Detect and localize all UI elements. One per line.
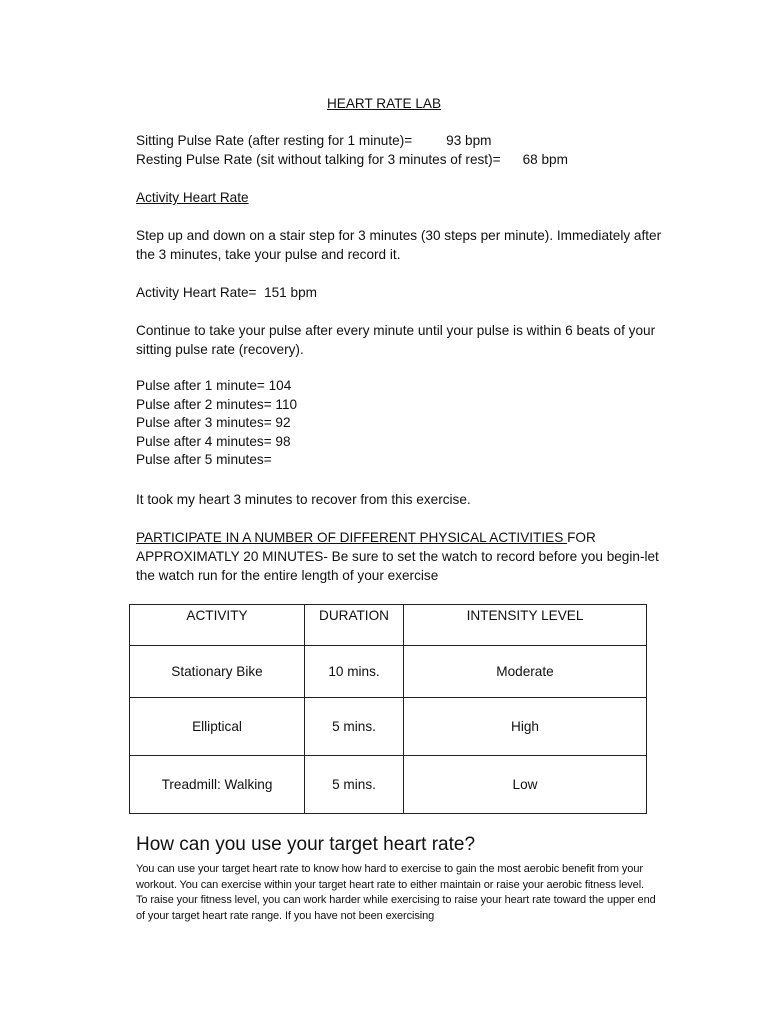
table-row	[130, 756, 647, 814]
table-cell-intensity: High	[404, 698, 647, 756]
pulse-item: Pulse after 5 minutes=	[136, 452, 272, 468]
table-cell-intensity: Moderate	[404, 646, 647, 698]
activity-rate-line	[136, 283, 317, 302]
pulse-item: Pulse after 2 minutes= 110	[136, 396, 298, 412]
recovery-text: It took my heart 3 minutes to recover from this exercise.	[136, 492, 471, 507]
activity-rate-label: Activity Heart Rate=	[136, 285, 257, 300]
participate-underlined: PARTICIPATE IN A NUMBER OF DIFFERENT PHYSICAL ACTIVITIES	[136, 530, 568, 545]
table-row	[130, 698, 647, 756]
instructions-paragraph: Step up and down on a stair step for 3 minutes (30 steps per minute). Immediately after the 3 minutes, take your pulse and record it.	[136, 228, 662, 262]
table-cell-activity: Stationary Bike	[130, 646, 305, 698]
pulse-item: Pulse after 1 minute= 104	[136, 378, 292, 393]
table-cell-duration: 10 mins.	[305, 646, 404, 698]
activity-rate-value: 151 bpm	[264, 285, 317, 300]
pulse-item: Pulse after 3 minutes= 92	[136, 415, 291, 431]
table-cell-activity: Treadmill: Walking	[130, 756, 305, 814]
sitting-pulse-label: Sitting Pulse Rate (after resting for 1 minute)=	[136, 133, 413, 148]
activity-heading: Activity Heart Rate	[136, 190, 249, 205]
target-heart-rate-paragraph: You can use your target heart rate to know how hard to exercise to gain the most aerobic benefit from your workout. You can exercise within your target heart rate to either maintain or raise your aerobic fitness level. To raise your fitness level, you can work harder while exercising to raise your heart rate toward the upper end of your target heart rate range. If you have not been exercising	[136, 863, 656, 922]
sitting-pulse-value: 93 bpm	[446, 133, 492, 148]
resting-pulse-line	[136, 150, 568, 169]
participate-paragraph	[136, 528, 666, 585]
page-title: HEART RATE LAB	[326, 96, 442, 111]
section-heading: How can you use your target heart rate?	[136, 834, 476, 855]
resting-pulse-label: Resting Pulse Rate (sit without talking for 3 minutes of rest)=	[136, 152, 501, 167]
table-cell-duration: 5 mins.	[305, 756, 404, 814]
pulse-list	[136, 377, 297, 470]
pulse-item: Pulse after 4 minutes= 98	[136, 433, 291, 449]
table-cell-duration: 5 mins.	[305, 698, 404, 756]
table-cell-activity: Elliptical	[130, 698, 305, 756]
table-header-row	[130, 605, 647, 646]
resting-pulse-value: 68 bpm	[522, 152, 568, 167]
table-header-duration: DURATION	[305, 605, 404, 646]
table-header-intensity: INTENSITY LEVEL	[404, 605, 647, 646]
sitting-pulse-line	[136, 131, 492, 150]
activity-table	[129, 604, 647, 814]
table-row	[130, 646, 647, 698]
table-header-activity: ACTIVITY	[130, 605, 305, 646]
participate-rest: FOR APPROXIMATLY 20 MINUTES- Be sure to set the watch to record before you begin-let the watch run for the entire length of your exercise	[136, 530, 659, 583]
continue-paragraph: Continue to take your pulse after every minute until your pulse is within 6 beats of your sitting pulse rate (recovery).	[136, 323, 656, 357]
table-cell-intensity: Low	[404, 756, 647, 814]
